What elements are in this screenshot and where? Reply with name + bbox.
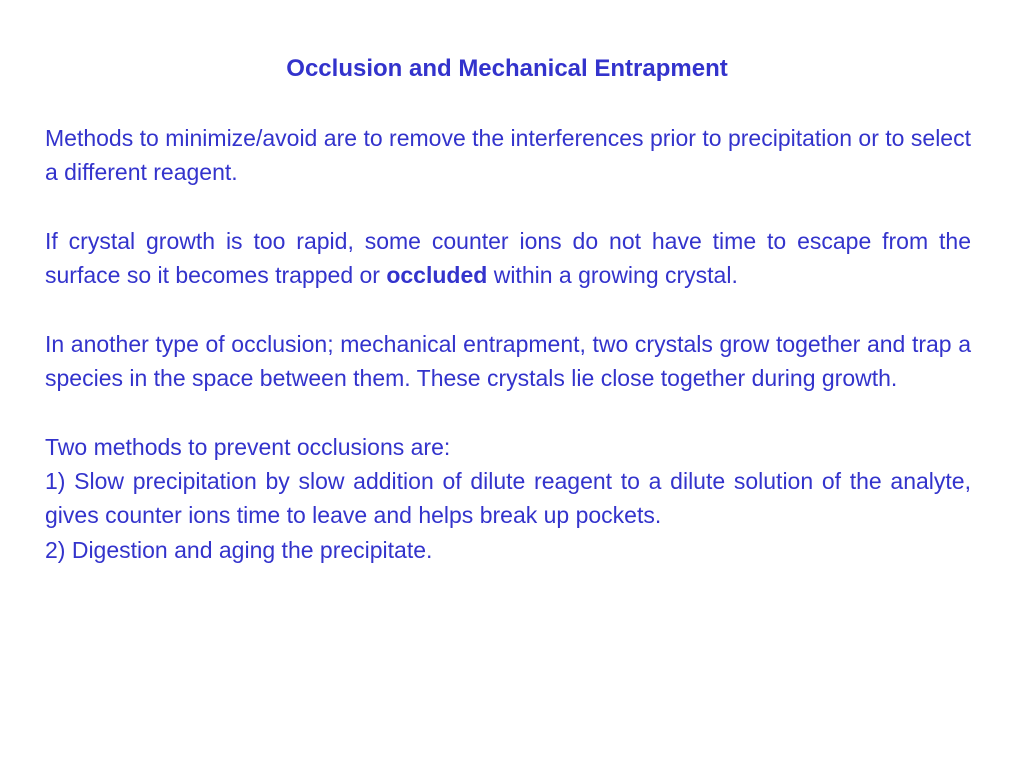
paragraph-crystal-growth-text: If crystal growth is too rapid, some counter ions do not have time to escape from the surface so it becomes trapped or	[45, 227, 971, 289]
methods-list	[45, 464, 971, 567]
occluded-term: occluded	[386, 262, 488, 289]
paragraph-crystal-growth	[45, 224, 971, 293]
slide-body	[45, 121, 971, 567]
methods-heading: Two methods to prevent occlusions are:	[45, 433, 451, 460]
paragraph-methods-minimize: Methods to minimize/avoid are to remove the interferences prior to precipitation or to select a different reagent.	[45, 125, 971, 186]
paragraph-crystal-growth-end: within a growing crystal.	[487, 262, 738, 289]
list-item: 1) Slow precipitation by slow addition of dilute reagent to a dilute solution of the analyte, gives counter ions time to leave and helps break up pockets.	[45, 467, 971, 529]
slide-title: Occlusion and Mechanical Entrapment	[286, 55, 728, 82]
paragraph-mechanical-entrapment: In another type of occlusion; mechanical entrapment, two crystals grow together and trap a species in the space between them. These crystals lie close together during growth.	[45, 330, 971, 392]
list-item: 2) Digestion and aging the precipitate.	[45, 536, 433, 563]
